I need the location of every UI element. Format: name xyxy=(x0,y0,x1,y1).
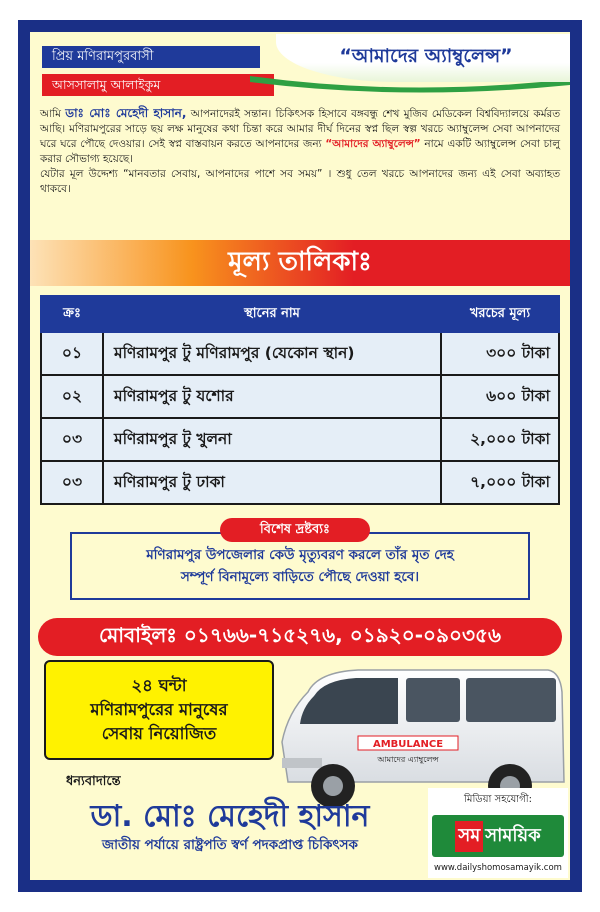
greeting-bar: প্রিয় মণিরামপুরবাসী xyxy=(42,46,260,68)
thanks-text: ধন্যবাদান্তে xyxy=(66,774,121,789)
intro-doctor-name: ডাঃ মোঃ মেহেদী হাসান, xyxy=(65,106,187,120)
service-hours-box xyxy=(44,660,274,760)
header-price: খরচের মূল্য xyxy=(441,296,559,332)
salam-bar: আসসালামু আলাইকুম xyxy=(42,74,274,96)
service-line-3: সেবায় নিয়োজিত xyxy=(101,724,217,743)
service-line-2: মণিরামপুরের মানুষের xyxy=(90,700,228,719)
mobile-numbers: মোবাইলঃ ০১৭৬৬-৭১৫২৭৬, ০১৯২০-০৯০৩৫৬ xyxy=(38,618,562,656)
doctor-name: ডা. মোঃ মেহেদী হাসান xyxy=(90,799,370,834)
header-place: স্থানের নাম xyxy=(103,296,441,332)
row-price: ২,০০০ টাকা xyxy=(441,418,559,461)
special-note-box xyxy=(70,532,530,600)
intro-text xyxy=(40,106,560,197)
table-row xyxy=(41,418,559,461)
row-serial: ০২ xyxy=(41,375,103,418)
row-place: মণিরামপুর টু ঢাকা xyxy=(103,461,441,504)
row-serial: ০৩ xyxy=(41,461,103,504)
row-serial: ০৩ xyxy=(41,418,103,461)
special-note-label: বিশেষ দ্রষ্টব্যঃ xyxy=(220,518,370,542)
award-text: জাতীয় পর্যায়ে রাষ্ট্রপতি স্বর্ণ পদকপ্রাপ্ত চিকিৎসক xyxy=(102,837,358,853)
row-place: মণিরামপুর টু মণিরামপুর (যেকোন স্থান) xyxy=(103,332,441,375)
row-price: ৭,০০০ টাকা xyxy=(441,461,559,504)
logo-part-a: সম xyxy=(455,821,483,852)
intro-paragraph-1 xyxy=(40,106,560,167)
van-sign-text: AMBULANCE xyxy=(372,739,444,750)
poster xyxy=(30,32,570,880)
row-serial: ০১ xyxy=(41,332,103,375)
note-line-1: মণিরামপুর উপজেলার কেউ মৃত্যুবরণ করলে তাঁর মৃত দেহ xyxy=(146,547,454,563)
van-sign-bn: আমাদের এ্যাম্বুলেন্স xyxy=(377,755,439,764)
intro-ambulance-name: “আমাদের অ্যাম্বুলেন্স” xyxy=(325,138,421,150)
media-caption: মিডিয়া সহযোগী: xyxy=(464,794,532,805)
media-partner xyxy=(428,788,568,878)
table-row xyxy=(41,375,559,418)
price-table xyxy=(40,295,560,505)
note-line-2: সম্পূর্ণ বিনামূল্যে বাড়িতে পৌছে দেওয়া হবে। xyxy=(180,569,420,585)
table-row xyxy=(41,461,559,504)
row-place: মণিরামপুর টু খুলনা xyxy=(103,418,441,461)
logo-part-b: সাময়িক xyxy=(485,824,541,846)
service-line-1: ২৪ ঘন্টা xyxy=(131,676,187,695)
intro-part-1: আমি xyxy=(40,108,66,120)
slogan-title: “আমাদের অ্যাম্বুলেন্স” xyxy=(276,34,570,82)
price-list-banner: মূল্য তালিকাঃ xyxy=(30,240,570,286)
price-table-header xyxy=(41,296,559,332)
media-url: www.dailyshomosamayik.com xyxy=(434,863,562,873)
row-price: ৬০০ টাকা xyxy=(441,375,559,418)
table-row xyxy=(41,332,559,375)
intro-part-2: আপনাদেরই সন্তান। চিকিৎসক হিসাবে বঙ্গবন্ধু শেখ মুজিব মেডিকেল বিশ্ববিদ্যালয়ে কর্মরত আছি। মণিরামপুরের সাড়ে ছয় লক্ষ মানুষের কথা চিন্তা করে আমার দীর্ঘ দিনের স্বপ্ন ছিল স্বল্প খরচে অ্যাম্বুলেন্স সেবা আপনাদের ঘরে ঘরে পৌছে দেওয়ার। সেই স্বপ্ন বাস্তবায়ন করতে আপনাদের জন্য xyxy=(40,108,560,150)
row-price: ৩০০ টাকা xyxy=(441,332,559,375)
intro-part-3: নামে একটি অ্যাম্বুলেন্স সেবা চালু করার সৌভাগ্য হয়েছে। xyxy=(40,138,560,165)
header-serial: ক্রঃ xyxy=(41,296,103,332)
row-place: মণিরামপুর টু যশোর xyxy=(103,375,441,418)
intro-paragraph-2: যেটার মূল উদ্দেশ্য “মানবতার সেবায়, আপনাদের পাশে সব সময়” । শুধু তেল খরচে আপনাদের জন্য এই সেবা অব্যাহত থাকবে। xyxy=(40,168,560,195)
newspaper-logo xyxy=(432,815,564,857)
